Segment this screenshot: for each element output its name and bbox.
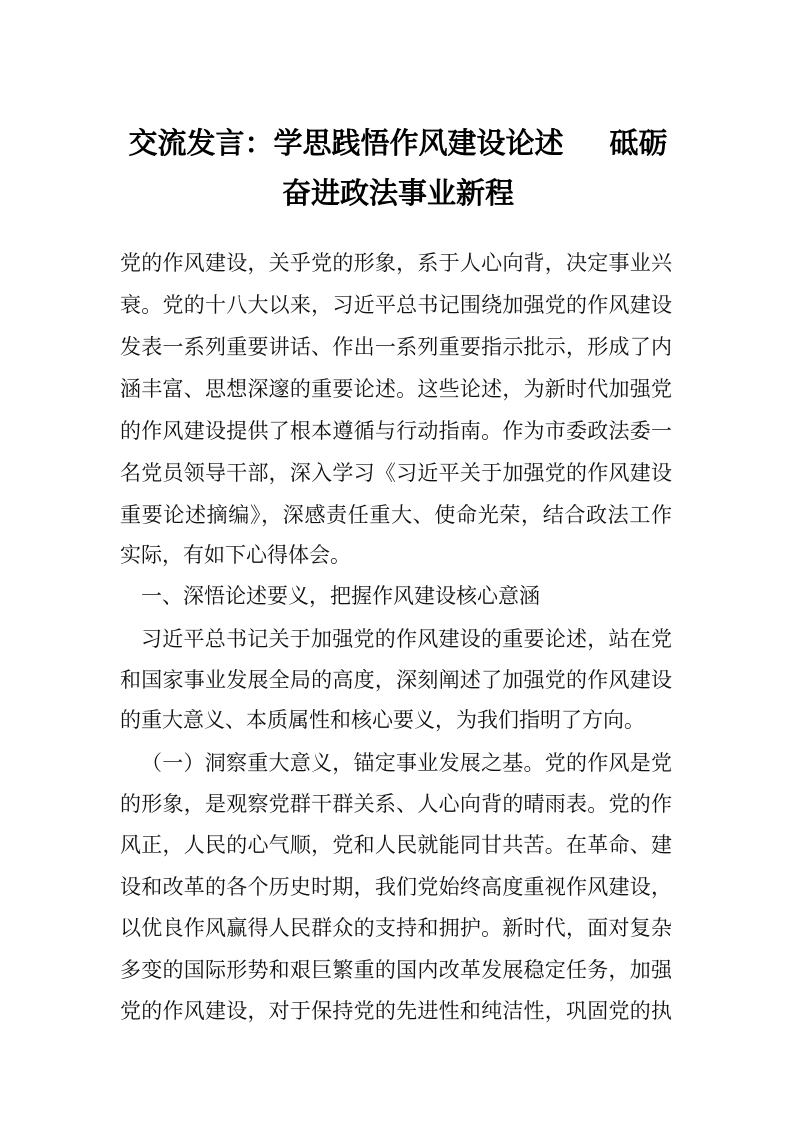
body-line: 习近平总书记关于加强党的作风建设的重要论述，站在党 [141, 627, 672, 651]
title-part-2: 砥砺 [609, 126, 668, 160]
body-line: 的形象，是观察党群干群关系、人心向背的晴雨表。党的作 [120, 792, 672, 816]
body-line: 和国家事业发展全局的高度，深刻阐述了加强党的作风建设 [120, 668, 672, 692]
body-line: 衰。党的十八大以来，习近平总书记围绕加强党的作风建设 [120, 293, 672, 317]
body-line: 涵丰富、思想深邃的重要论述。这些论述，为新时代加强党 [120, 377, 672, 401]
body-line: 多变的国际形势和艰巨繁重的国内改革发展稳定任务，加强 [120, 958, 672, 982]
section-heading: 一、深悟论述要义，把握作风建设核心意涵 [141, 584, 540, 608]
body-line: 发表一系列重要讲话、作出一系列重要指示批示，形成了内 [120, 335, 672, 359]
body-line: 的作风建设提供了根本遵循与行动指南。作为市委政法委一 [120, 419, 672, 443]
document-title-line-2: 奋进政法事业新程 [281, 176, 514, 210]
body-line: 重要论述摘编》，深感责任重大、使命光荣，结合政法工作 [120, 503, 672, 527]
body-line: 党的作风建设，对于保持党的先进性和纯洁性，巩固党的执 [120, 999, 672, 1023]
title-part-1: 交流发言：学思践悟作风建设论述 [128, 126, 564, 160]
body-line: 风正，人民的心气顺，党和人民就能同甘共苦。在革命、建 [120, 833, 672, 857]
body-line: 设和改革的各个历史时期，我们党始终高度重视作风建设， [120, 875, 672, 899]
body-line: 名党员领导干部，深入学习《习近平关于加强党的作风建设 [120, 461, 672, 485]
body-line: 的重大意义、本质属性和核心要义，为我们指明了方向。 [120, 708, 645, 732]
document-title-line-1 [118, 118, 678, 168]
body-line: 实际，有如下心得体会。 [120, 543, 351, 567]
body-line: 以优良作风赢得人民群众的支持和拥护。新时代，面对复杂 [120, 916, 672, 940]
body-line: 党的作风建设，关乎党的形象，系于人心向背，决定事业兴 [120, 251, 672, 275]
subsection-line: （一）洞察重大意义，锚定事业发展之基。党的作风是党 [141, 751, 672, 775]
